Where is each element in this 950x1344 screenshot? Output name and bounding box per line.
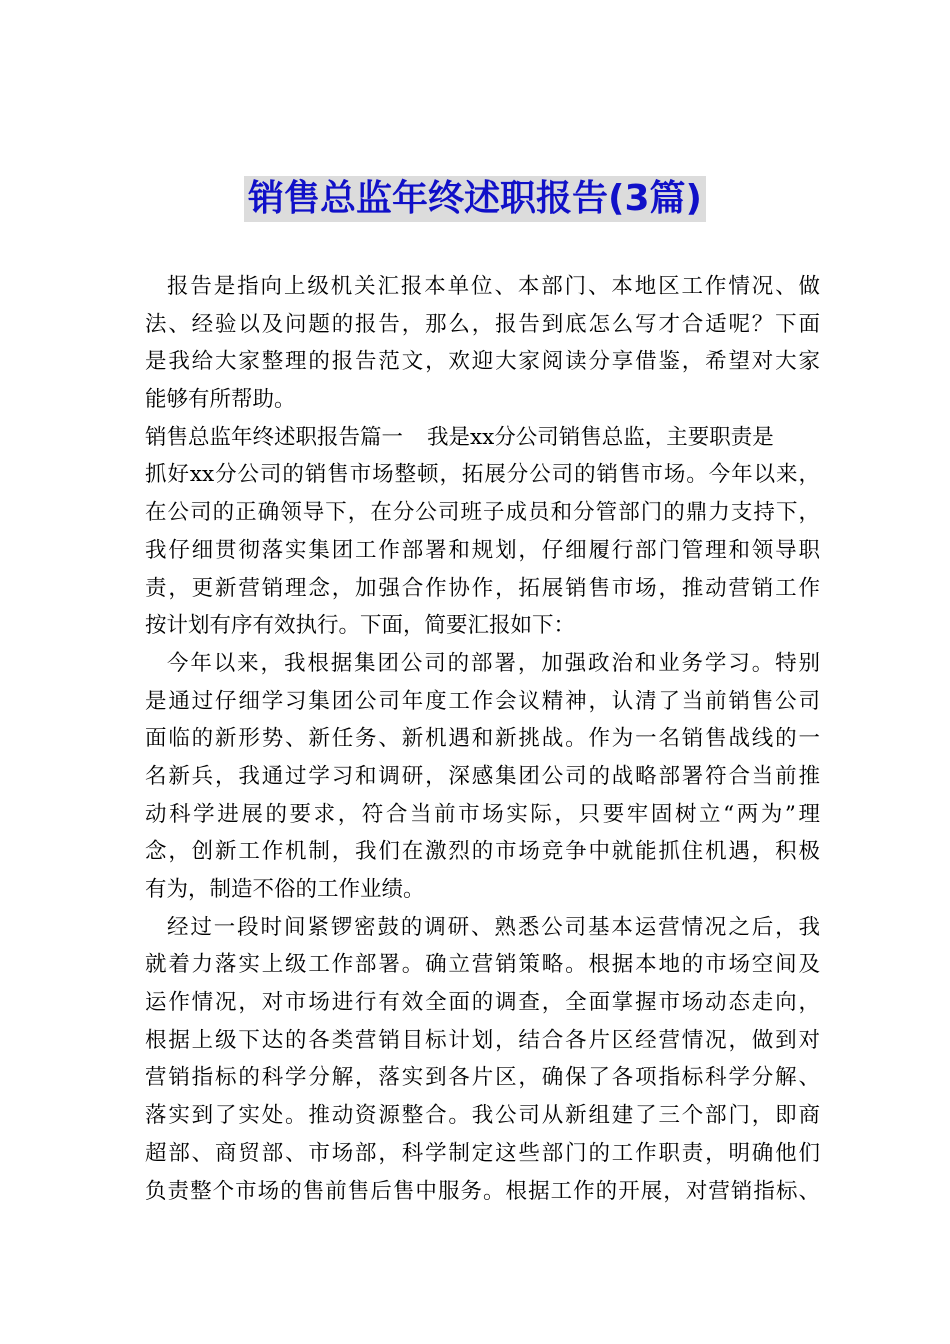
section-heading: 销售总监年终述职报告篇一 bbox=[145, 424, 404, 450]
text-line: 念，创新工作机制，我们在激烈的市场竞争中就能抓住机遇，积极 bbox=[145, 839, 820, 865]
text-line: 今年以来，我根据集团公司的部署，加强政治和业务学习。特别 bbox=[167, 650, 820, 676]
text-line: 营销指标的科学分解，落实到各片区，确保了各项指标科学分解、 bbox=[145, 1065, 820, 1091]
text-line: 我仔细贯彻落实集团工作部署和规划，仔细履行部门管理和领导职 bbox=[145, 537, 820, 563]
document-title: 销售总监年终述职报告(3篇) bbox=[244, 176, 706, 222]
text-line: 抓好xx分公司的销售市场整顿，拓展分公司的销售市场。今年以来， bbox=[145, 462, 820, 488]
text-span: 我是xx分公司销售总监，主要职责是 bbox=[427, 424, 774, 450]
text-line: 名新兵，我通过学习和调研，深感集团公司的战略部署符合当前推 bbox=[145, 763, 820, 789]
text-line: 按计划有序有效执行。下面，简要汇报如下： bbox=[145, 613, 576, 639]
text-line: 面临的新形势、新任务、新机遇和新挑战。作为一名销售战线的一 bbox=[145, 726, 820, 752]
text-line: 责，更新营销理念，加强合作协作，拓展销售市场，推动营销工作 bbox=[145, 575, 820, 601]
text-line: 是我给大家整理的报告范文，欢迎大家阅读分享借鉴，希望对大家 bbox=[145, 349, 820, 375]
text-line: 负责整个市场的售前售后售中服务。根据工作的开展，对营销指标、 bbox=[145, 1178, 820, 1204]
text-line: 就着力落实上级工作部署。确立营销策略。根据本地的市场空间及 bbox=[145, 952, 820, 978]
paragraph-study bbox=[145, 645, 820, 909]
text-line: 超部、商贸部、市场部，科学制定这些部门的工作职责，明确他们 bbox=[145, 1140, 820, 1166]
document-body bbox=[145, 268, 820, 1210]
title-container bbox=[0, 176, 950, 222]
text-line: 经过一段时间紧锣密鼓的调研、熟悉公司基本运营情况之后，我 bbox=[167, 914, 820, 940]
text-line: 根据上级下达的各类营销目标计划，结合各片区经营情况，做到对 bbox=[145, 1027, 820, 1053]
paragraph-report-one bbox=[145, 419, 820, 645]
text-line bbox=[145, 419, 820, 457]
text-line: 报告是指向上级机关汇报本单位、本部门、本地区工作情况、做 bbox=[167, 274, 820, 299]
text-line: 有为，制造不俗的工作业绩。 bbox=[145, 877, 425, 902]
text-line: 是通过仔细学习集团公司年度工作会议精神，认清了当前销售公司 bbox=[145, 688, 820, 714]
text-line: 动科学进展的要求，符合当前市场实际，只要牢固树立“两为”理 bbox=[145, 801, 820, 827]
text-line: 法、经验以及问题的报告，那么，报告到底怎么写才合适呢？下面 bbox=[145, 311, 820, 337]
text-line: 落实到了实处。推动资源整合。我公司从新组建了三个部门，即商 bbox=[145, 1103, 820, 1129]
text-line: 在公司的正确领导下，在分公司班子成员和分管部门的鼎力支持下， bbox=[145, 500, 820, 526]
text-line: 能够有所帮助。 bbox=[145, 387, 296, 413]
text-line: 运作情况，对市场进行有效全面的调查，全面掌握市场动态走向， bbox=[145, 990, 820, 1016]
paragraph-intro bbox=[145, 268, 820, 419]
paragraph-implementation bbox=[145, 909, 820, 1211]
